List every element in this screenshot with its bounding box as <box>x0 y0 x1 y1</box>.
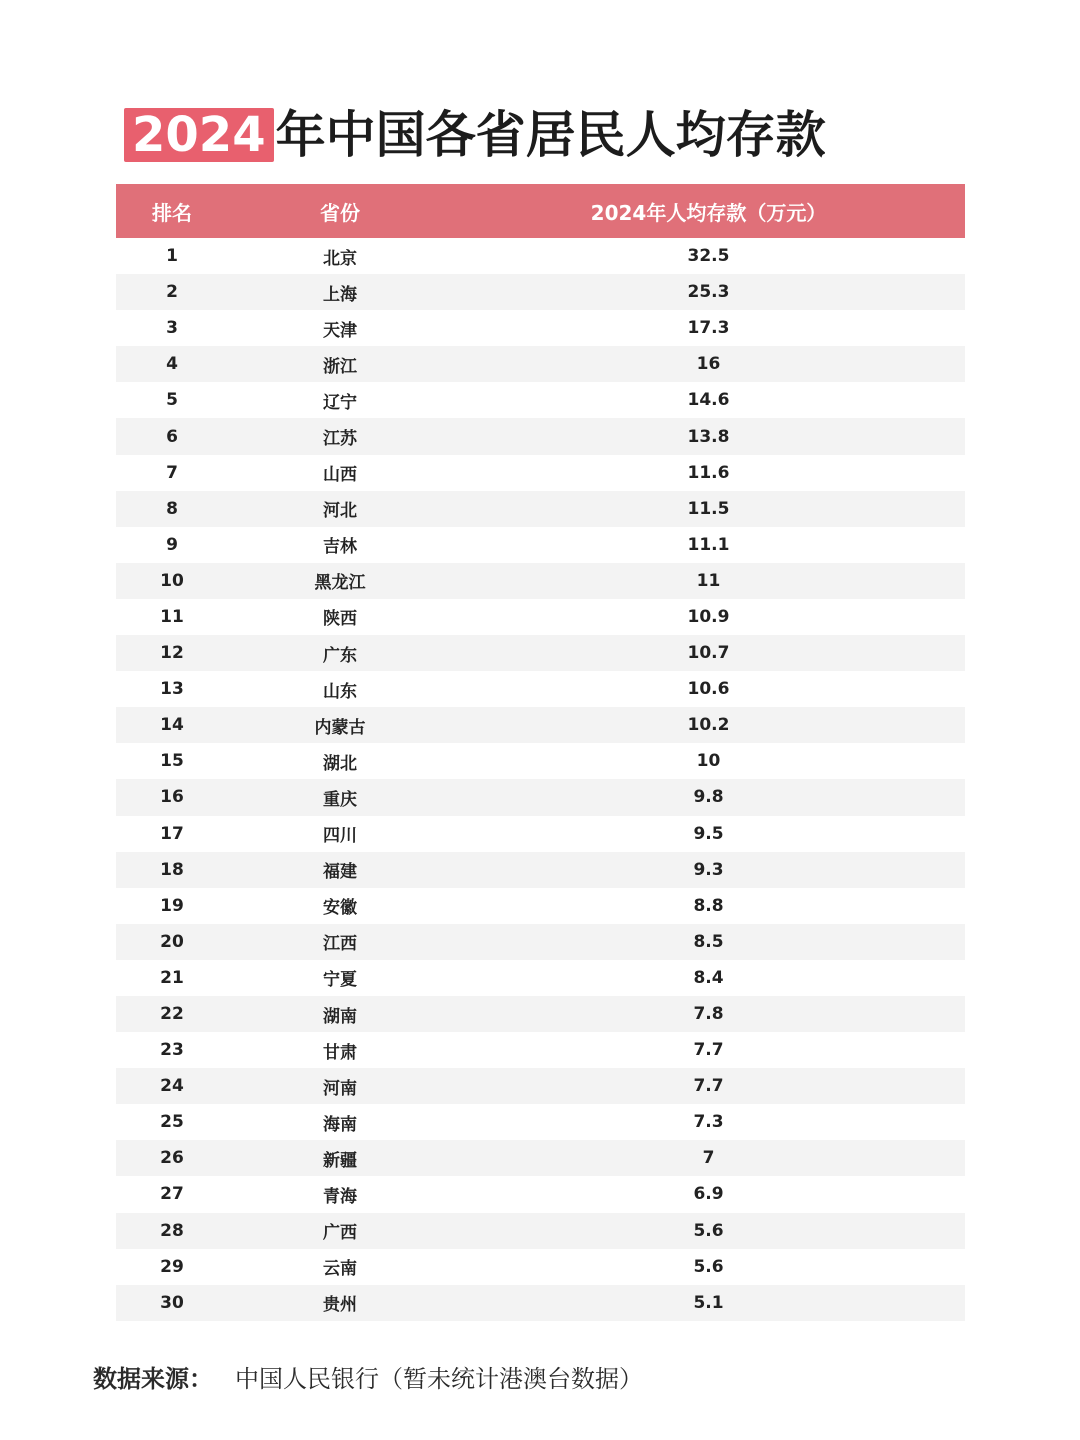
page-title <box>124 104 826 166</box>
table-row <box>116 599 965 635</box>
cell-rank: 8 <box>166 498 178 519</box>
cell-rank: 18 <box>160 859 184 880</box>
cell-value: 16 <box>696 354 721 375</box>
cell-province: 吉林 <box>323 537 357 558</box>
cell-rank: 22 <box>160 1004 184 1025</box>
cell-province: 青海 <box>323 1186 357 1207</box>
cell-province: 浙江 <box>323 356 357 377</box>
cell-province: 甘肃 <box>323 1042 357 1063</box>
table-row <box>116 996 965 1032</box>
cell-rank: 4 <box>166 354 178 375</box>
table-row <box>116 1140 965 1176</box>
cell-province: 新疆 <box>323 1150 357 1171</box>
cell-value: 32.5 <box>687 246 730 267</box>
cell-value: 7.7 <box>693 1076 724 1097</box>
cell-province: 广东 <box>323 645 357 666</box>
title-year-highlight: 2024 <box>124 108 274 162</box>
cell-value: 5.1 <box>693 1292 724 1313</box>
cell-rank: 15 <box>160 751 184 772</box>
cell-province: 贵州 <box>323 1295 357 1316</box>
cell-value: 9.8 <box>693 787 724 808</box>
cell-rank: 9 <box>166 534 178 555</box>
cell-province: 山东 <box>323 681 357 702</box>
table-row <box>116 707 965 743</box>
table-row <box>116 238 965 274</box>
table-row <box>116 779 965 815</box>
cell-value: 10.7 <box>687 643 730 664</box>
table-body <box>116 238 965 1321</box>
cell-rank: 7 <box>166 462 178 483</box>
table-row <box>116 671 965 707</box>
cell-rank: 11 <box>160 606 184 627</box>
cell-value: 11 <box>696 570 721 591</box>
cell-value: 10.2 <box>687 715 730 736</box>
cell-value: 7.3 <box>693 1112 724 1133</box>
cell-value: 7.7 <box>693 1040 724 1061</box>
cell-value: 6.9 <box>693 1184 724 1205</box>
cell-province: 重庆 <box>323 789 357 810</box>
cell-rank: 10 <box>160 570 184 591</box>
cell-province: 山西 <box>323 465 357 486</box>
cell-rank: 30 <box>160 1292 184 1313</box>
cell-rank: 6 <box>166 426 178 447</box>
cell-province: 河北 <box>323 501 357 522</box>
cell-rank: 1 <box>166 246 178 267</box>
table-row <box>116 563 965 599</box>
cell-rank: 3 <box>166 318 178 339</box>
cell-value: 17.3 <box>687 318 730 339</box>
cell-province: 辽宁 <box>323 392 357 413</box>
cell-value: 8.4 <box>693 967 724 988</box>
cell-province: 上海 <box>323 284 357 305</box>
cell-rank: 13 <box>160 679 184 700</box>
cell-province: 北京 <box>323 248 357 269</box>
cell-rank: 19 <box>160 895 184 916</box>
header-rank: 排名 <box>152 200 192 225</box>
cell-province: 云南 <box>323 1259 357 1280</box>
cell-rank: 20 <box>160 931 184 952</box>
table-row <box>116 1176 965 1212</box>
cell-rank: 16 <box>160 787 184 808</box>
table-row <box>116 743 965 779</box>
cell-province: 福建 <box>323 862 357 883</box>
source-text: 中国人民银行（暂未统计港澳台数据） <box>235 1364 643 1393</box>
cell-province: 湖北 <box>323 753 357 774</box>
table-row <box>116 346 965 382</box>
table-row <box>116 527 965 563</box>
table-row <box>116 1213 965 1249</box>
cell-province: 广西 <box>323 1223 357 1244</box>
deposit-table <box>116 184 965 1321</box>
cell-rank: 27 <box>160 1184 184 1205</box>
cell-province: 江苏 <box>323 429 357 450</box>
header-value: 2024年人均存款（万元） <box>590 200 827 225</box>
cell-rank: 29 <box>160 1256 184 1277</box>
table-row <box>116 491 965 527</box>
table-row <box>116 382 965 418</box>
table-row <box>116 1104 965 1140</box>
table-row <box>116 852 965 888</box>
table-row <box>116 816 965 852</box>
table-row <box>116 1285 965 1321</box>
cell-province: 宁夏 <box>323 970 357 991</box>
table-row <box>116 888 965 924</box>
table-row <box>116 960 965 996</box>
cell-province: 河南 <box>323 1078 357 1099</box>
table-row <box>116 1032 965 1068</box>
cell-value: 13.8 <box>687 426 730 447</box>
table-header <box>116 184 965 238</box>
cell-rank: 28 <box>160 1220 184 1241</box>
cell-value: 5.6 <box>693 1220 724 1241</box>
cell-province: 安徽 <box>323 898 357 919</box>
cell-value: 7.8 <box>693 1004 724 1025</box>
cell-value: 11.5 <box>687 498 730 519</box>
data-source <box>93 1356 643 1396</box>
cell-value: 8.8 <box>693 895 724 916</box>
cell-value: 9.3 <box>693 859 724 880</box>
cell-rank: 2 <box>166 282 178 303</box>
cell-rank: 26 <box>160 1148 184 1169</box>
source-label: 数据来源： <box>93 1364 213 1393</box>
cell-rank: 17 <box>160 823 184 844</box>
cell-value: 7 <box>702 1148 715 1169</box>
cell-value: 8.5 <box>693 931 724 952</box>
cell-rank: 12 <box>160 643 184 664</box>
table-row <box>116 274 965 310</box>
table-row <box>116 635 965 671</box>
cell-rank: 24 <box>160 1076 184 1097</box>
cell-province: 内蒙古 <box>314 717 366 738</box>
cell-rank: 21 <box>160 967 184 988</box>
cell-rank: 14 <box>160 715 184 736</box>
table-row <box>116 924 965 960</box>
cell-value: 14.6 <box>687 390 730 411</box>
cell-rank: 25 <box>160 1112 184 1133</box>
table-row <box>116 1249 965 1285</box>
cell-value: 10.6 <box>687 679 730 700</box>
cell-province: 黑龙江 <box>314 573 366 594</box>
table-row <box>116 310 965 346</box>
cell-value: 10 <box>696 751 721 772</box>
cell-province: 湖南 <box>323 1006 357 1027</box>
title-text: 年中国各省居民人均存款 <box>275 106 826 164</box>
cell-value: 10.9 <box>687 606 730 627</box>
cell-province: 海南 <box>323 1114 357 1135</box>
table-row <box>116 418 965 454</box>
table-row <box>116 455 965 491</box>
cell-value: 11.1 <box>687 534 730 555</box>
cell-province: 江西 <box>323 934 357 955</box>
cell-rank: 23 <box>160 1040 184 1061</box>
header-province: 省份 <box>320 200 360 225</box>
cell-province: 四川 <box>323 826 357 847</box>
cell-province: 陕西 <box>323 609 357 630</box>
cell-value: 5.6 <box>693 1256 724 1277</box>
cell-value: 25.3 <box>687 282 730 303</box>
cell-value: 11.6 <box>687 462 730 483</box>
cell-value: 9.5 <box>693 823 724 844</box>
table-row <box>116 1068 965 1104</box>
cell-province: 天津 <box>323 320 357 341</box>
cell-rank: 5 <box>166 390 178 411</box>
